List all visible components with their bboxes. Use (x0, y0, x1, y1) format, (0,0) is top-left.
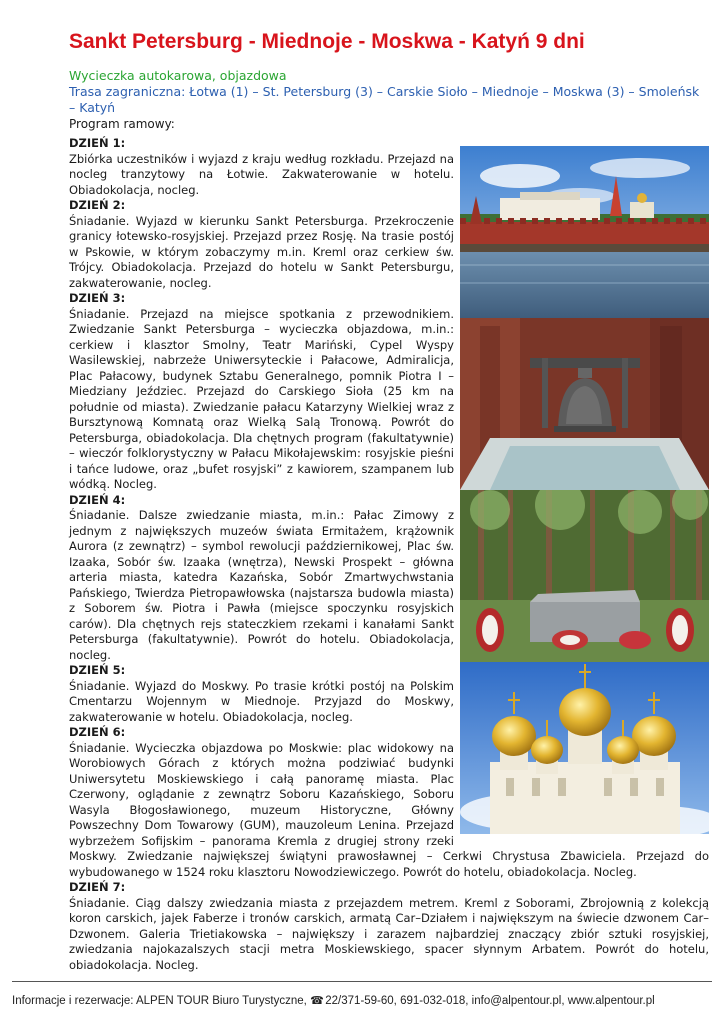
day-description: Śniadanie. Wycieczka objazdowa po Moskwie: plac widokowy na Worobiowych Górach z których można podziwiać budynki Uniwersytetu Moskiewskiego i całą panoramę miasta. Plac Czerwony, oglądanie z zewnątrz Soboru Kazańskiego, Soboru Wasyla Błogosławionego, muzeum Historyczne, Główny Powszechny Dom Towarowy (GUM), mauzoleum Lenina. Przejazd wybrzeżem Sofijskim – panorama Kremla z drugiej strony rzeki Moskwy. Zwiedzanie największej świątyni prawosławnej – Cerkwi Chrystusa Zbawiciela. Przejazd do wybudowanego w 1524 roku klasztoru Nowodziewiczego. Powrót do hotelu, obiadokolacja. Nocleg. (69, 740, 709, 879)
day-heading: DZIEŃ 3: (69, 291, 126, 305)
itinerary (69, 136, 709, 973)
footer-contact (12, 994, 712, 1007)
day-heading: DZIEŃ 7: (69, 880, 126, 894)
miednoje-bell-memorial-photo (460, 318, 709, 490)
footer-contacts: 22/371-59-60, 691-032-018, info@alpentour.pl, www.alpentour.pl (325, 995, 655, 1007)
day-heading: DZIEŃ 6: (69, 725, 126, 739)
footer-divider (12, 981, 712, 982)
day-heading: DZIEŃ 5: (69, 663, 126, 677)
day-heading: DZIEŃ 4: (69, 492, 126, 507)
day-description: Śniadanie. Przejazd na miejsce spotkania z przewodnikiem. Zwiedzanie Sankt Petersburga – wycieczka objazdowa, m.in.: cerkiew i klasztor Smolny, Teatr Mariński, Cypel Wyspy Wasilewskiej, nabrzeże Uniwersyteckie i Pałacowe, Admiralicja, Plac Pałacowy, budynek Sztabu Generalnego, pomnik Piotra I – Miedziany Jeździec. Przejazd do Carskiego Sioła (25 km na południe od miasta). Zwiedzanie pałacu Katarzyny Wielkiej wraz z Bursztynową Komnatą oraz Wielką Salą Tronową. Powrót do Petersburga, obiadokolacja. Dla chętnych program (fakultatywnie) – wieczór folklorystyczny w Pałacu Mikołajewskim: rosyjskie pieśni i tańce ludowe, oraz „bufet rosyjski” z kawiorem, szampanem lub wódką. Nocleg. (69, 306, 454, 491)
day-description: Śniadanie. Wyjazd do Moskwy. Po trasie krótki postój na Polskim Cmentarzu Wojennym w Miednoje. Przyjazd do Moskwy, zakwaterowanie w hotelu. Obiadokolacja, nocleg. (69, 678, 454, 724)
page-title: Sankt Petersburg - Miednoje - Moskwa - Katyń 9 dni (69, 30, 585, 53)
tour-type-subtitle: Wycieczka autokarowa, objazdowa (69, 68, 287, 83)
day-description: Śniadanie. Dalsze zwiedzanie miasta, m.in.: Pałac Zimowy z jednym z największych muzeów świata Ermitażem, krążownik Aurora (z zewnątrz) – symbol rewolucji październikowej, Plac św. Izaaka, Sobór św. Izaaka (wnętrza), Newski Prospekt – główna arteria miasta, katedra Kazańska, Sobór Zmartwychwstania Pańskiego, Twierdza Pietropawłowska (najstarsza budowla miasta) z Soborem św. Piotra i Pawła (miejsce spoczynku rosyjskich carów). Dla chętnych rejs stateczkiem rzekami i kanałami Sankt Petersburga (fakultatywnie). Powrót do hotelu. Obiadokolacja, nocleg. (69, 508, 454, 662)
day-heading: DZIEŃ 1: (69, 136, 126, 150)
photo-column (460, 146, 709, 834)
day-description: Śniadanie. Wyjazd w kierunku Sankt Petersburga. Przekroczenie granicy łotewsko-rosyjskiej. Przejazd przez Rosję. Na trasie postój w Pskowie, w którym zobaczymy m.in. Kreml oraz cerkiew św. Trójcy. Obiadokolacja. Przejazd do hotelu w Sankt Petersburgu, zakwaterowanie, nocleg. (69, 213, 454, 290)
day-description: Śniadanie. Ciąg dalszy zwiedzania miasta z przejazdem metrem. Kreml z Soborami, Zbrojownią z kolekcją koron carskich, jajek Faberze i tronów carskich, armatą Car–Działem i największym na świecie dzwonem Car–Dzwonem. Galeria Trietiakowska – największy i zarazem najbardziej znaczący zbiór sztuki rosyjskiej, zwiedzania najokazalszych stacji metra Moskiewskiego, spacer słynnym Arbatem. Powrót do hotelu, obiadokolacja. Nocleg. (69, 895, 709, 972)
day-7 (69, 880, 709, 973)
kremlin-river-photo (460, 146, 709, 318)
katyn-memorial-wreaths-photo (460, 490, 709, 662)
golden-domes-cathedral-photo (460, 662, 709, 834)
day-description: Zbiórka uczestników i wyjazd z kraju według rozkładu. Przejazd na nocleg tranzytowy na Łotwie. Zakwaterowanie w hotelu. Obiadokolacja, nocleg. (69, 151, 454, 197)
program-label: Program ramowy: (69, 117, 175, 131)
telephone-icon: ☎ (310, 995, 324, 1007)
footer-company: Informacje i rezerwacje: ALPEN TOUR Biuro Turystyczne, (12, 995, 307, 1007)
day-heading: DZIEŃ 2: (69, 198, 126, 212)
route-subtitle: Trasa zagraniczna: Łotwa (1) – St. Petersburg (3) – Carskie Sioło – Miednoje – Moskwa (3) – Smoleńsk – Katyń (69, 84, 700, 115)
